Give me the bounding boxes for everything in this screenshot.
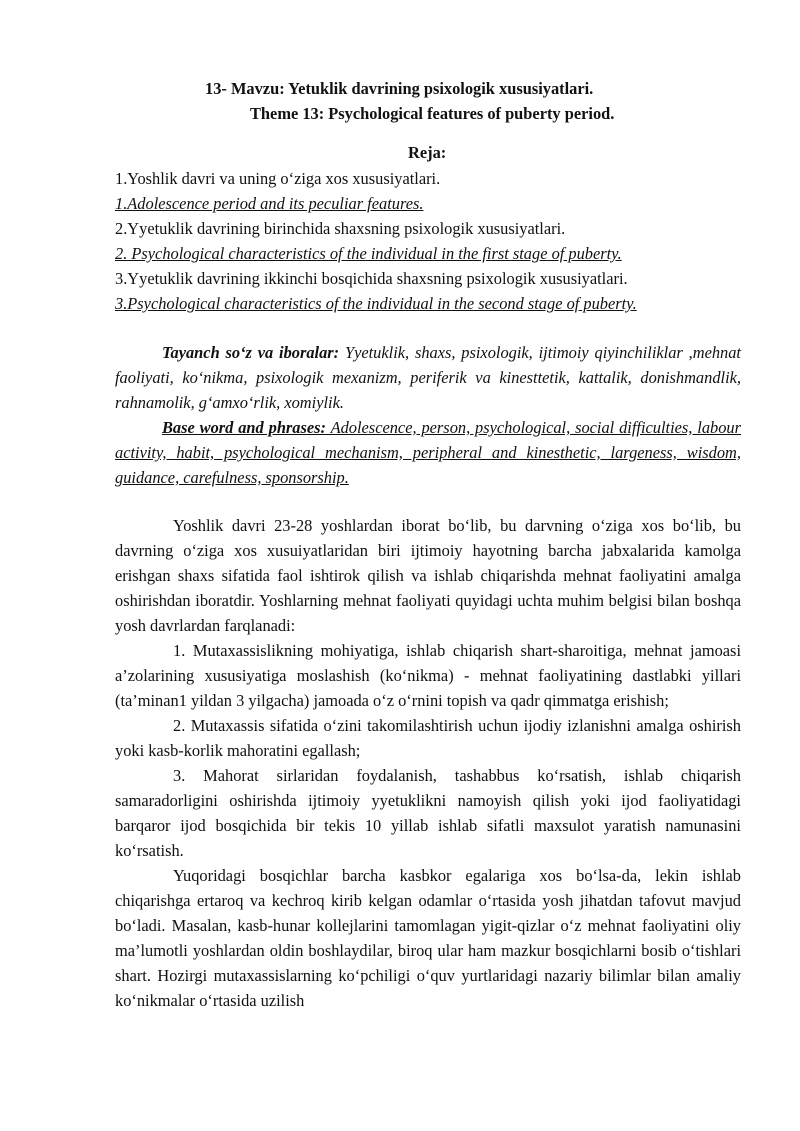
paragraph: 1. Mutaxassislikning mohiyatiga, ishlab chiqarish shart-sharoitiga, mehnat jamoasi a’zolarining xususiyatiga moslashish (ko‘nikma) - mehnat faoliyatining dastlabki yillari (ta’minan1 yildan 3 yilgacha) jamoada o‘z o‘rnini topish va qadr qimmatga erishish; [115, 641, 741, 710]
body-text [115, 513, 741, 1013]
title-en: Theme 13: Psychological features of puberty period. [250, 104, 615, 123]
paragraph: Yuqoridagi bosqichlar barcha kasbkor egalariga xos bo‘lsa-da, lekin ishlab chiqarishga ertaroq va kechroq kirib kelgan odamlar o‘rtasida yosh jihatdan tafovut mavjud bo‘ladi. Masalan, kasb-hunar kollejlarini tamomlagan yigit-qizlar o‘z mehnat faoliyatini oliy ma’lumotli yoshlardan oldin boshlaydilar, biroq ular ham mazkur bosqichlarni bosib o‘tishlari shart. Hozirgi mutaxassislarning ko‘pchiligi o‘quv yurtlaridagi nazariy bilimlar bilan amaliy ko‘nikmalar o‘rtasida uzilish [115, 866, 741, 1010]
keywords-uz-text: Yyetuklik, shaxs, psixologik, ijtimoiy qiyinchiliklar ,mehnat faoliyati, ko‘nikma, psixologik mexanizm, periferik va kinesttetik, kattalik, donishmandlik, rahnamolik, g‘amxo‘rlik, xomiylik. [115, 343, 741, 412]
plan-item: 2.Yyetuklik davrining birinchida shaxsning psixologik xususiyatlari. [115, 219, 566, 238]
paragraph: Yoshlik davri 23-28 yoshlardan iborat bo‘lib, bu darvning o‘ziga xos bo‘lib, bu davrning o‘ziga xos xusuiyatlaridan biri ijtimoiy hayotning barcha jabxalarida kamolga erishgan shaxs sifatida faol ishtirok qilish va ishlab chiqarishda mehnat faoliyatini amalga oshirishdan iboratdir. Yoshlarning mehnat faoliyati quyidagi uchta muhim belgisi bilan boshqa yosh davrlardan farqlanadi: [115, 516, 741, 635]
plan-heading: Reja: [408, 143, 447, 162]
keywords-en-label: Base word and phrases: [162, 418, 326, 437]
plan-item: 3.Psychological characteristics of the individual in the second stage of puberty. [115, 294, 637, 313]
keywords-en-text: Adolescence, person, psychological, social difficulties, labour activity, habit, psychological mechanism, peripheral and kinesthetic, largeness, wisdom, guidance, carefulness, sponsorship. [115, 418, 741, 487]
plan-list [115, 166, 755, 316]
plan-item: 2. Psychological characteristics of the individual in the first stage of puberty. [115, 244, 622, 263]
plan-item: 3.Yyetuklik davrining ikkinchi bosqichida shaxsning psixologik xususiyatlari. [115, 269, 628, 288]
title-uz: 13- Mavzu: Yetuklik davrining psixologik xususiyatlari. [205, 79, 594, 98]
keywords-uz-label: Tayanch so‘z va iboralar: [162, 343, 340, 362]
keywords-uz [115, 340, 741, 415]
paragraph: 3. Mahorat sirlaridan foydalanish, tashabbus ko‘rsatish, ishlab chiqarish samaradorligini oshirishda ijtimoiy yyetuklikni namoyish qilish yoki ijod faoliyatidagi barqaror ijod bosqichida bir tekis 10 yillab ishlab sifatli maxsulot yaratish namunasini ko‘rsatish. [115, 766, 741, 860]
paragraph: 2. Mutaxassis sifatida o‘zini takomilashtirish uchun ijodiy izlanishni amalga oshirish yoki kasb-korlik mahoratini egallash; [115, 716, 741, 760]
plan-item: 1.Yoshlik davri va uning o‘ziga xos xususiyatlari. [115, 169, 441, 188]
plan-item: 1.Adolescence period and its peculiar features. [115, 194, 424, 213]
keywords-en [115, 415, 741, 490]
keywords-section [115, 340, 741, 490]
